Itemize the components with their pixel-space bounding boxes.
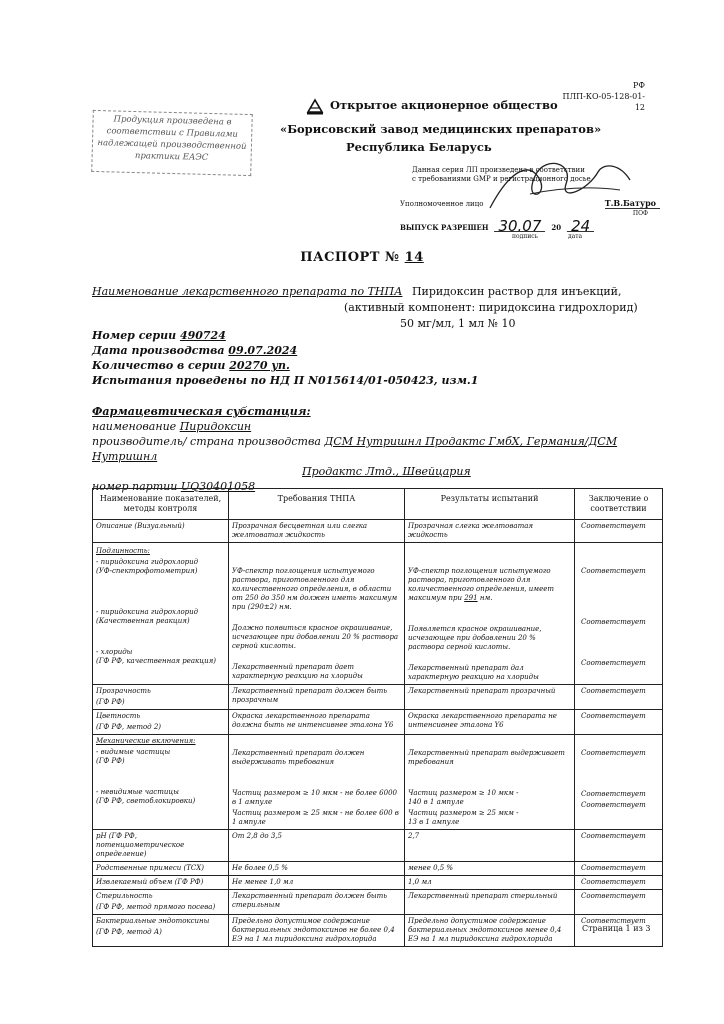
result-value: 140 в 1 ампуле bbox=[408, 798, 464, 806]
table-row bbox=[93, 890, 663, 915]
param-method: (ГФ РФ, метод А) bbox=[96, 928, 162, 936]
param-cell bbox=[93, 735, 229, 830]
document-ref bbox=[560, 80, 645, 113]
col-header: Требования ТНПА bbox=[229, 489, 405, 520]
requirement-cell: Лекарственный препарат должен быть прозрачным bbox=[229, 685, 405, 710]
result-cell: Прозрачная слегка желтоватая жидкость bbox=[405, 520, 575, 543]
param-cell bbox=[93, 890, 229, 915]
col-header: Заключение о соответствии bbox=[575, 489, 663, 520]
date-label: дата bbox=[567, 233, 583, 240]
authorized-label: Уполномоченное лицо bbox=[400, 200, 484, 208]
col-header: Наименование показателей, методы контроля bbox=[93, 489, 229, 520]
table-header-row bbox=[93, 489, 663, 520]
requirement-text: Лекарственный препарат должен выдерживать требования bbox=[232, 749, 365, 766]
substance-name: Пиридоксин bbox=[179, 420, 252, 433]
qty-value: 20270 уп. bbox=[229, 359, 290, 372]
table-row bbox=[93, 830, 663, 862]
param-method: (ГФ РФ, метод 2) bbox=[96, 723, 162, 731]
requirement-text: Должно появиться красное окрашивание, исчезающее при добавлении 20 % раствора серной кислоты. bbox=[232, 624, 399, 650]
conclusion-text: Соответствует bbox=[581, 749, 646, 757]
page-title bbox=[0, 250, 724, 265]
drug-block bbox=[92, 284, 652, 332]
param-method: (ГФ РФ, качественная реакция) bbox=[96, 657, 216, 665]
spec-table bbox=[92, 488, 663, 947]
issue-label: ВЫПУСК РАЗРЕШЕН bbox=[400, 223, 489, 232]
requirement-cell: Прозрачная бесцветная или слегка желтоватая жидкость bbox=[229, 520, 405, 543]
result-cell: Окраска лекарственного препарата не интенсивнее эталона Y6 bbox=[405, 710, 575, 735]
requirement-text: Лекарственный препарат дает характерную реакцию на хлориды bbox=[232, 663, 363, 680]
release-text-2: с требованиями GMP и регистрационного досье bbox=[412, 175, 591, 183]
param-method: (ГФ РФ, светоблокировки) bbox=[96, 797, 196, 805]
requirement-cell bbox=[229, 543, 405, 685]
param-name: - пиридоксина гидрохлорид bbox=[96, 608, 199, 616]
result-value: 291 bbox=[464, 594, 478, 602]
company-line2: «Борисовский завод медицинских препаратов» bbox=[280, 122, 602, 136]
date-label: Дата производства bbox=[92, 344, 225, 357]
param-name: Цветность bbox=[96, 712, 141, 720]
result-cell: 2,7 bbox=[405, 830, 575, 862]
param-cell bbox=[93, 915, 229, 947]
lot-label: номер партии bbox=[92, 480, 178, 493]
table-row bbox=[93, 543, 663, 685]
requirement-cell: От 2,8 до 3,5 bbox=[229, 830, 405, 862]
release-issue bbox=[400, 217, 660, 235]
conclusion-text: Соответствует bbox=[581, 659, 646, 667]
issue-date: 30.07 bbox=[494, 222, 545, 232]
lot-value: UQ30401058 bbox=[180, 480, 256, 493]
result-cell: Лекарственный препарат стерильный bbox=[405, 890, 575, 915]
issue-year-prefix: 20 bbox=[551, 223, 562, 232]
release-text-1: Данная серия ЛП произведена в соответствии bbox=[412, 166, 585, 174]
requirement-cell: Не менее 1,0 мл bbox=[229, 876, 405, 890]
table-row bbox=[93, 710, 663, 735]
param-cell bbox=[93, 543, 229, 685]
param-cell bbox=[93, 685, 229, 710]
company-line1: Открытое акционерное общество bbox=[330, 98, 558, 112]
producer-label: производитель/ страна производства bbox=[92, 435, 321, 448]
result-cell bbox=[405, 735, 575, 830]
signer-name: Т.В.Батуро bbox=[605, 199, 660, 209]
result-text: Появляется красное окрашивание, исчезающее при добавлении 20 % раствора серной кислоты. bbox=[408, 625, 542, 651]
table-row bbox=[93, 685, 663, 710]
conclusion-cell bbox=[575, 543, 663, 685]
table-row bbox=[93, 915, 663, 947]
table-row bbox=[93, 876, 663, 890]
ref-country: РФ bbox=[632, 81, 645, 90]
tests-label: Испытания проведены по НД bbox=[92, 374, 290, 387]
gmp-stamp: Продукция произведена в соответствии с Правилами надлежащей производственной практики ЕАЭС bbox=[91, 110, 253, 176]
qty-label: Количество в серии bbox=[92, 359, 226, 372]
requirement-cell: Предельно допустимое содержание бактериальных эндотоксинов не более 0,4 ЕЭ на 1 мл пиридоксина гидрохлорида bbox=[229, 915, 405, 947]
company-country: Республика Беларусь bbox=[346, 140, 492, 154]
result-unit: нм. bbox=[479, 594, 493, 602]
conclusion-text: Соответствует bbox=[581, 801, 646, 809]
param-method: (ГФ РФ) bbox=[96, 698, 125, 706]
conclusion-cell: Соответствует bbox=[575, 685, 663, 710]
drug-name: Пиридоксин раствор для инъекций, bbox=[411, 285, 622, 298]
producer-1: ДСМ Нутришнл Продактс ГмбХ, Германия/ДСМ Нутришнл bbox=[92, 435, 618, 463]
signer-dept: ПОФ bbox=[632, 210, 648, 217]
batch-block bbox=[92, 328, 478, 388]
result-cell: менее 0,5 % bbox=[405, 862, 575, 876]
param-name: - невидимые частицы bbox=[96, 788, 179, 796]
result-cell: 1,0 мл bbox=[405, 876, 575, 890]
param-method: (ГФ РФ, метод прямого посева) bbox=[96, 903, 216, 911]
drug-dose: 50 мг/мл, 1 мл № 10 bbox=[400, 317, 516, 330]
substance-heading: Фармацевтическая субстанция: bbox=[92, 405, 311, 418]
conclusion-cell: Соответствует bbox=[575, 890, 663, 915]
substance-name-label: наименование bbox=[92, 420, 177, 433]
conclusion-cell: Соответствует bbox=[575, 520, 663, 543]
result-text: Частиц размером ≥ 25 мкм - bbox=[408, 809, 519, 817]
conclusion-cell: Соответствует bbox=[575, 862, 663, 876]
table-row bbox=[93, 862, 663, 876]
series-label: Номер серии bbox=[92, 329, 177, 342]
table-row bbox=[93, 520, 663, 543]
param-name: - хлориды bbox=[96, 648, 133, 656]
param-cell bbox=[93, 710, 229, 735]
param-cell: Родственные примеси (ТСХ) bbox=[93, 862, 229, 876]
result-text: Лекарственный препарат дал характерную реакцию на хлориды bbox=[408, 664, 539, 681]
producer-2: Продактс Лтд., Швейцария bbox=[302, 465, 471, 478]
param-method: (ГФ РФ) bbox=[96, 757, 125, 765]
result-cell bbox=[405, 543, 575, 685]
result-cell: Предельно допустимое содержание бактериальных эндотоксинов менее 0,4 ЕЭ на 1 мл пиридоксина гидрохлорида bbox=[405, 915, 575, 947]
drug-label: Наименование лекарственного препарата по ТНПА bbox=[92, 285, 403, 298]
drug-active: (активный компонент: пиридоксина гидрохлорид) bbox=[344, 301, 638, 314]
conclusion-cell: Соответствует bbox=[575, 710, 663, 735]
conclusion-text: Соответствует bbox=[581, 567, 646, 575]
result-text: Частиц размером ≥ 10 мкм - bbox=[408, 789, 519, 797]
company-logo-icon bbox=[306, 97, 324, 115]
ref-code: ПЛП-КО-05-128-01-12 bbox=[562, 92, 645, 112]
result-cell: Лекарственный препарат прозрачный bbox=[405, 685, 575, 710]
param-method: (Качественная реакция) bbox=[96, 617, 190, 625]
title-prefix: ПАСПОРТ № bbox=[300, 250, 400, 265]
sig-label: подпись bbox=[512, 233, 538, 240]
result-text: УФ-спектр поглощения испытуемого раствора, приготовленного для количественного определения, имеет максимум при bbox=[408, 567, 555, 602]
passport-number: 14 bbox=[404, 250, 424, 265]
param-group: Механические включения: bbox=[96, 737, 196, 745]
requirement-text: Частиц размером ≥ 10 мкм - не более 6000 в 1 ампуле bbox=[232, 789, 397, 806]
result-value: 13 в 1 ампуле bbox=[408, 818, 460, 826]
requirement-cell bbox=[229, 735, 405, 830]
conclusion-cell: Соответствует bbox=[575, 915, 663, 947]
substance-block bbox=[92, 404, 672, 494]
param-name: - видимые частицы bbox=[96, 748, 171, 756]
param-cell: Описание (Визуальный) bbox=[93, 520, 229, 543]
requirement-text: УФ-спектр поглощения испытуемого раствора, приготовленного для количественного определения, в области от 250 до 350 нм должен иметь максимум при (290±2) нм. bbox=[232, 567, 398, 611]
issue-year: 24 bbox=[567, 222, 594, 232]
conclusion-cell: Соответствует bbox=[575, 876, 663, 890]
param-name: Бактериальные эндотоксины bbox=[96, 917, 210, 925]
requirement-cell: Не более 0,5 % bbox=[229, 862, 405, 876]
conclusion-text: Соответствует bbox=[581, 790, 646, 798]
tests-value: П N015614/01-050423, изм.1 bbox=[293, 374, 479, 387]
conclusion-cell bbox=[575, 735, 663, 830]
release-block bbox=[400, 166, 660, 241]
col-header: Результаты испытаний bbox=[405, 489, 575, 520]
param-cell: pH (ГФ РФ, потенциометрическое определение) bbox=[93, 830, 229, 862]
param-name: Прозрачность bbox=[96, 687, 151, 695]
conclusion-cell: Соответствует bbox=[575, 830, 663, 862]
series-value: 490724 bbox=[179, 329, 226, 342]
table-row bbox=[93, 735, 663, 830]
param-cell: Извлекаемый объем (ГФ РФ) bbox=[93, 876, 229, 890]
param-name: - пиридоксина гидрохлорид bbox=[96, 558, 199, 566]
param-method: (УФ-спектрофотометрия) bbox=[96, 567, 198, 575]
requirement-text: Частиц размером ≥ 25 мкм - не более 600 в 1 ампуле bbox=[232, 809, 399, 826]
page-number: Страница 1 из 3 bbox=[582, 924, 651, 933]
param-name: Стерильность bbox=[96, 892, 153, 900]
conclusion-text: Соответствует bbox=[581, 618, 646, 626]
result-text: Лекарственный препарат выдерживает требования bbox=[408, 749, 565, 766]
param-group: Подлинность: bbox=[96, 547, 150, 555]
date-value: 09.07.2024 bbox=[228, 344, 298, 357]
requirement-cell: Лекарственный препарат должен быть стерильным bbox=[229, 890, 405, 915]
requirement-cell: Окраска лекарственного препарата должна быть не интенсивнее эталона Y6 bbox=[229, 710, 405, 735]
